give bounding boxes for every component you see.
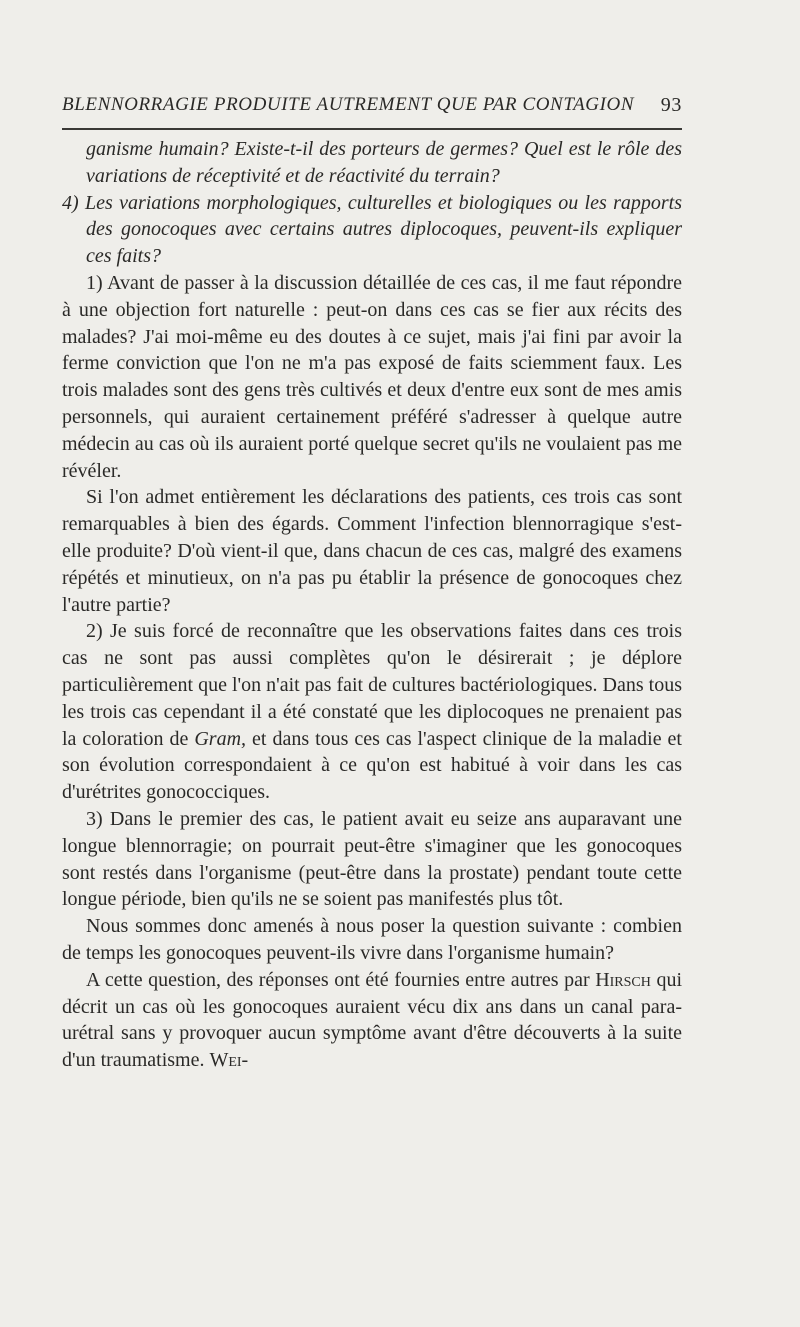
- page-body: [62, 136, 682, 1074]
- paragraph-text: A cette question, des réponses ont été fournies entre autres par: [86, 968, 596, 991]
- paragraph-text: et dans tous ces cas l'aspect clinique de la maladie et son évolution correspondaient à ce qu'on est habitué à voir dans les cas d'urétrites gonococciques.: [62, 727, 682, 804]
- paragraph-declarations: Si l'on admet entièrement les déclarations des patients, ces trois cas sont remarquables à bien des égards. Comment l'infection blennorragique s'est-elle produite? D'où vient-il que, dans chacun de ces cas, malgré des examens répétés et minutieux, on n'a pas pu établir la présence de gonocoques chez l'autre partie?: [62, 486, 682, 616]
- paragraph-answers: [62, 967, 682, 1074]
- question-3-continuation: ganisme humain? Existe-t-il des porteurs de germes? Quel est le rôle des variations de réceptivité et de réactivité du terrain?: [86, 138, 682, 187]
- running-header: [62, 90, 682, 122]
- paragraph-text: qui décrit un cas où les gonocoques auraient vécu dix ans dans un canal para-urétral sans y provoquer aucun symptôme avant d'être découverts à la suite d'un traumatisme.: [62, 968, 682, 1072]
- question-4: 4) Les variations morphologiques, culturelles et biologiques ou les rapports des gonocoques avec certains autres diplocoques, peuvent-ils expliquer ces faits?: [62, 191, 682, 268]
- paragraph-point-3: 3) Dans le premier des cas, le patient avait eu seize ans auparavant une longue blennorragie; on pourrait peut-être s'imaginer que les gonocoques sont restés dans l'organisme (peut-être dans la prostate) pendant toute cette longue période, bien qu'ils ne se soient pas manifestés plus tôt.: [62, 807, 682, 911]
- running-title: BLENNORRAGIE PRODUITE AUTREMENT QUE PAR CONTAGION: [62, 94, 635, 115]
- paragraph-point-2: [62, 618, 682, 806]
- paragraph-question: Nous sommes donc amenés à nous poser la question suivante : combien de temps les gonocoques peuvent-ils vivre dans l'organisme humain?: [62, 915, 682, 964]
- author-name-hirsch: Hirsch: [595, 968, 651, 991]
- author-name-wei: Wei-: [209, 1049, 249, 1072]
- page-number: 93: [660, 94, 682, 116]
- paragraph-point-1: 1) Avant de passer à la discussion détaillée de ces cas, il me faut répondre à une objection fort naturelle : peut-on dans ces cas se fier aux récits des malades? J'ai moi-même eu des doutes à ce sujet, mais j'ai fini par avoir la ferme conviction que l'on ne m'a pas exposé de faits sciemment faux. Les trois malades sont des gens très cultivés et deux d'entre eux sont de mes amis personnels, qui auraient certainement préféré s'adresser à quelque autre médecin au cas où ils auraient porté quelque secret qu'ils ne voulaient pas me révéler.: [62, 271, 682, 482]
- gram-reference: Gram,: [194, 727, 247, 750]
- paragraph-text: 2) Je suis forcé de reconnaître que les observations faites dans ces trois cas ne sont pas aussi complètes qu'on le désirerait ; je déplore particulièrement que l'on n'ait pas fait de cultures bactériologiques. Dans tous les trois cas cependant il a été constaté que les diplocoques ne prenaient pas la coloration de: [62, 620, 682, 750]
- header-rule: [62, 128, 682, 130]
